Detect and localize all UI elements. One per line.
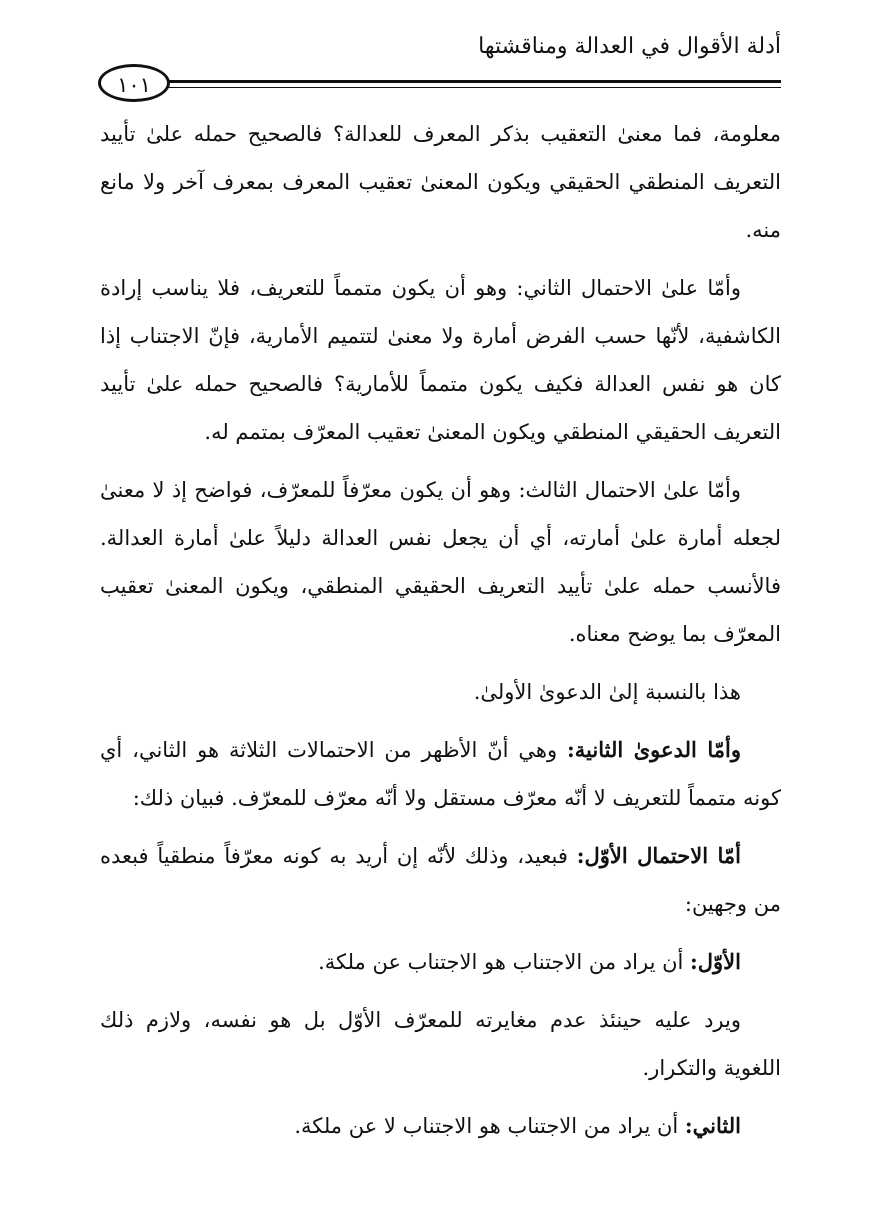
- header-rule-thin: [130, 87, 781, 88]
- running-title: أدلة الأقوال في العدالة ومناقشتها: [478, 34, 781, 59]
- paragraph: [100, 938, 781, 986]
- paragraph-rest: أن يراد من الاجتناب هو الاجتناب لا عن ملكة.: [294, 1114, 685, 1138]
- header-rule: [130, 80, 781, 83]
- page-number: ١٠١: [98, 64, 170, 102]
- paragraph-lead: الأوّل:: [690, 949, 741, 974]
- paragraph: [100, 832, 781, 928]
- paragraph-lead: أمّا الاحتمال الأوّل:: [576, 843, 741, 868]
- paragraph: وأمّا علىٰ الاحتمال الثاني: وهو أن يكون متمماً للتعريف، فلا يناسب إرادة الكاشفية، لأنّها حسب الفرض أمارة ولا معنىٰ لتتميم الأمارية، فإنّ الاجتناب إذا كان هو نفس العدالة فكيف يكون متمماً للأمارية؟ فالصحيح حمله علىٰ تأييد التعريف الحقيقي المنطقي ويكون المعنىٰ تعقيب المعرّف بمتمم له.: [100, 276, 781, 444]
- paragraph-rest: أن يراد من الاجتناب هو الاجتناب عن ملكة.: [318, 950, 691, 974]
- paragraph: هذا بالنسبة إلىٰ الدعوىٰ الأولىٰ.: [473, 680, 741, 704]
- paragraph: ويرد عليه حينئذ عدم مغايرته للمعرّف الأوّل بل هو نفسه، ولازم ذلك اللغوية والتكرار.: [100, 1008, 781, 1080]
- paragraph: [100, 1102, 781, 1150]
- body-text: [100, 110, 781, 1160]
- paragraph-lead: وأمّا الدعوىٰ الثانية:: [567, 737, 741, 762]
- paragraph: [100, 726, 781, 822]
- paragraph: معلومة، فما معنىٰ التعقيب بذكر المعرف للعدالة؟ فالصحيح حمله علىٰ تأييد التعريف المنطقي الحقيقي ويكون المعنىٰ تعقيب المعرف بمعرف آخر ولا مانع منه.: [100, 122, 781, 242]
- paragraph-lead: الثاني:: [684, 1113, 741, 1138]
- paragraph: وأمّا علىٰ الاحتمال الثالث: وهو أن يكون معرّفاً للمعرّف، فواضح إذ لا معنىٰ لجعله أمارة علىٰ أمارته، أي أن يجعل نفس العدالة دليلاً علىٰ أمارة العدالة. فالأنسب حمله علىٰ تأييد التعريف الحقيقي المنطقي، ويكون المعنىٰ تعقيب المعرّف بما يوضح معناه.: [100, 478, 781, 646]
- paragraph-rest: فبعيد، وذلك لأنّه إن أريد به كونه معرّفاً منطقياً فبعده من وجهين:: [100, 844, 781, 916]
- paragraph-rest: وهي أنّ الأظهر من الاحتمالات الثلاثة هو الثاني، أي كونه متمماً للتعريف لا أنّه معرّف مستقل ولا أنّه معرّف للمعرّف. فبيان ذلك:: [100, 738, 781, 810]
